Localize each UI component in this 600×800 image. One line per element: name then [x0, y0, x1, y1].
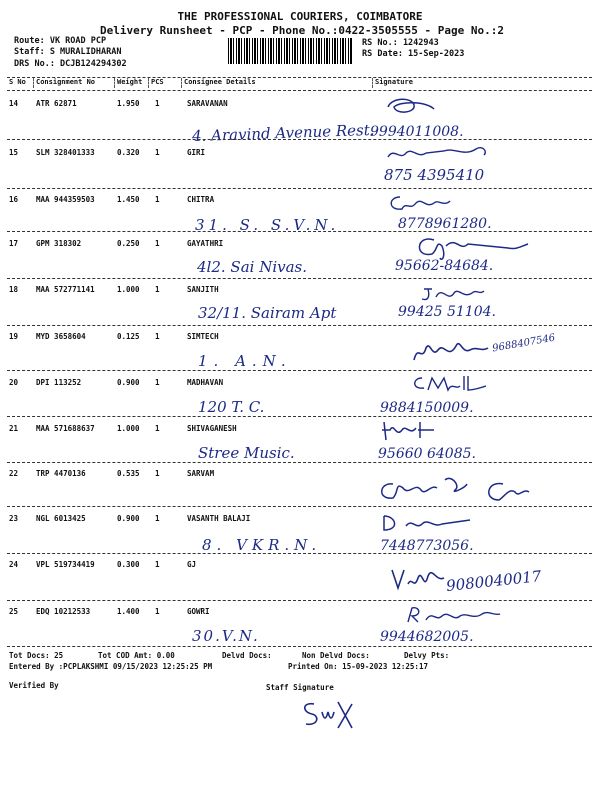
- row-handwritten-phone: 9884150009.: [380, 400, 474, 416]
- row-sno: 16: [9, 195, 19, 204]
- column-divider: [33, 78, 34, 88]
- row-handwritten-phone: 9688407546: [491, 332, 557, 355]
- row-consignment-no: MAA 944359503: [36, 195, 95, 204]
- col-header-signature: Signature: [375, 78, 413, 86]
- row-consignment-no: MYD 3658604: [36, 332, 86, 341]
- column-divider: [148, 78, 149, 88]
- row-handwritten-address: 31. S. S.V.N.: [195, 216, 340, 234]
- delivery-points: Delvy Pts:: [404, 651, 450, 660]
- row-sno: 23: [9, 514, 19, 523]
- receiver-signature: [376, 510, 476, 536]
- row-handwritten-phone: 9994011008.: [370, 124, 464, 140]
- row-consignee-name: SARVAM: [187, 469, 215, 478]
- row-consignee-name: CHITRA: [187, 195, 215, 204]
- row-handwritten-phone: 875 4395410: [384, 166, 485, 184]
- row-separator: [7, 139, 592, 140]
- row-handwritten-phone: 95660 64085.: [378, 446, 476, 462]
- row-consignment-no: DPI 113252: [36, 378, 82, 387]
- row-handwritten-address: 32/11. Sairam Apt: [198, 304, 337, 322]
- col-header-consignment: Consignment No: [36, 78, 96, 86]
- receiver-signature: [384, 143, 494, 165]
- row-separator: [7, 462, 592, 463]
- barcode: [228, 38, 352, 64]
- row-pcs: 1: [155, 99, 160, 108]
- receiver-signature: [388, 562, 448, 596]
- row-consignment-no: NGL 6013425: [36, 514, 86, 523]
- row-separator: [7, 600, 592, 601]
- table-bottom-rule: [7, 646, 592, 647]
- row-pcs: 1: [155, 378, 160, 387]
- row-consignment-no: GPM 318302: [36, 239, 82, 248]
- col-header-consignee: Consignee Details: [184, 78, 256, 86]
- row-pcs: 1: [155, 560, 160, 569]
- receiver-signature: [375, 470, 535, 510]
- column-divider: [181, 78, 182, 88]
- row-pcs: 1: [155, 239, 160, 248]
- row-separator: [7, 278, 592, 279]
- row-consignee-name: GIRI: [187, 148, 206, 157]
- row-pcs: 1: [155, 332, 160, 341]
- row-pcs: 1: [155, 195, 160, 204]
- row-handwritten-address: 120 T. C.: [198, 398, 265, 416]
- receiver-signature: [410, 336, 492, 368]
- row-handwritten-address: 4. Aravind Avenue Rest.: [191, 120, 375, 146]
- row-consignee-name: MADHAVAN: [187, 378, 224, 387]
- row-handwritten-phone: 9080040017: [445, 567, 543, 595]
- total-cod-amount: Tot COD Amt: 0.00: [98, 651, 175, 660]
- row-sno: 17: [9, 239, 19, 248]
- row-sno: 24: [9, 560, 19, 569]
- delivered-docs: Delvd Docs:: [222, 651, 272, 660]
- row-consignment-no: EDQ 10212533: [36, 607, 91, 616]
- row-handwritten-address: 30.V.N.: [192, 627, 260, 645]
- row-consignee-name: VASANTH BALAJI: [187, 514, 251, 523]
- row-handwritten-phone: 99425 51104.: [398, 304, 496, 320]
- row-consignment-no: SLM 328401333: [36, 148, 95, 157]
- row-weight: 1.000: [117, 424, 140, 433]
- row-sno: 21: [9, 424, 19, 433]
- row-handwritten-address: Stree Music.: [198, 444, 295, 462]
- row-pcs: 1: [155, 514, 160, 523]
- row-sno: 15: [9, 148, 19, 157]
- row-separator: [7, 188, 592, 189]
- row-handwritten-phone: 8778961280.: [398, 216, 492, 232]
- row-weight: 0.300: [117, 560, 140, 569]
- receiver-signature: [386, 191, 456, 215]
- total-docs: Tot Docs: 25: [9, 651, 64, 660]
- column-divider: [114, 78, 115, 88]
- row-consignment-no: MAA 571688637: [36, 424, 95, 433]
- row-handwritten-phone: 7448773056.: [380, 538, 474, 554]
- row-pcs: 1: [155, 424, 160, 433]
- receiver-signature: [412, 232, 532, 262]
- rs-date: RS Date: 15-Sep-2023: [362, 49, 465, 59]
- row-consignment-no: ATR 62871: [36, 99, 77, 108]
- row-sno: 19: [9, 332, 19, 341]
- row-pcs: 1: [155, 469, 160, 478]
- receiver-signature: [382, 95, 442, 119]
- row-handwritten-address: 8. VKR.N.: [202, 536, 322, 554]
- staff-signature-label: Staff Signature: [266, 683, 334, 692]
- row-separator: [7, 370, 592, 371]
- row-consignee-name: SARAVANAN: [187, 99, 228, 108]
- col-header-pcs: PCS: [151, 78, 164, 86]
- col-header-weight: Weight: [117, 78, 143, 86]
- row-handwritten-address: 4l2. Sai Nivas.: [197, 258, 308, 276]
- row-weight: 1.400: [117, 607, 140, 616]
- row-weight: 0.900: [117, 514, 140, 523]
- row-separator: [7, 506, 592, 507]
- row-sno: 14: [9, 99, 19, 108]
- col-header-sno: S No: [9, 78, 26, 86]
- row-consignment-no: VPL 519734419: [36, 560, 95, 569]
- column-divider: [372, 78, 373, 88]
- row-consignee-name: GAYATHRI: [187, 239, 224, 248]
- rs-number: RS No.: 1242943: [362, 38, 439, 48]
- row-sno: 18: [9, 285, 19, 294]
- verified-by-label: Verified By: [9, 681, 59, 690]
- row-pcs: 1: [155, 285, 160, 294]
- row-weight: 0.535: [117, 469, 140, 478]
- row-weight: 1.950: [117, 99, 140, 108]
- row-handwritten-phone: 9944682005.: [380, 629, 474, 645]
- staff-signature: [298, 696, 358, 732]
- row-weight: 1.000: [117, 285, 140, 294]
- route-label: Route: VK ROAD PCP: [14, 36, 107, 46]
- receiver-signature: [378, 418, 448, 444]
- entered-by: Entered By :PCPLAKSHMI 09/15/2023 12:25:25 PM: [9, 662, 213, 671]
- row-consignee-name: GJ: [187, 560, 197, 569]
- row-consignee-name: SIMTECH: [187, 332, 219, 341]
- row-weight: 0.250: [117, 239, 140, 248]
- row-weight: 1.450: [117, 195, 140, 204]
- receiver-signature: [408, 372, 490, 394]
- drs-number: DRS No.: DCJB124294302: [14, 59, 127, 69]
- row-consignment-no: MAA 572771141: [36, 285, 95, 294]
- runsheet-subtitle: Delivery Runsheet - PCP - Phone No.:0422-3505555 - Page No.:2: [100, 24, 504, 37]
- row-consignee-name: SANJITH: [187, 285, 219, 294]
- row-sno: 25: [9, 607, 19, 616]
- row-weight: 0.320: [117, 148, 140, 157]
- receiver-signature: [404, 604, 504, 626]
- row-consignee-name: GOWRI: [187, 607, 210, 616]
- row-pcs: 1: [155, 607, 160, 616]
- row-weight: 0.900: [117, 378, 140, 387]
- header-rule-bottom: [7, 90, 592, 91]
- row-sno: 20: [9, 378, 19, 387]
- row-consignee-name: SHIVAGANESH: [187, 424, 237, 433]
- row-separator: [7, 416, 592, 417]
- row-separator: [7, 325, 592, 326]
- row-handwritten-address: 1. A.N.: [198, 352, 292, 370]
- staff-label: Staff: S MURALIDHARAN: [14, 47, 122, 57]
- row-pcs: 1: [155, 148, 160, 157]
- row-weight: 0.125: [117, 332, 140, 341]
- receiver-signature: [418, 283, 488, 305]
- row-handwritten-phone: 95662-84684.: [395, 258, 494, 274]
- non-delivered-docs: Non Delvd Docs:: [302, 651, 370, 660]
- printed-on: Printed On: 15-09-2023 12:25:17: [288, 662, 428, 671]
- row-sno: 22: [9, 469, 19, 478]
- company-title: THE PROFESSIONAL COURIERS, COIMBATORE: [177, 10, 423, 23]
- row-consignment-no: TRP 4470136: [36, 469, 86, 478]
- row-separator: [7, 553, 592, 554]
